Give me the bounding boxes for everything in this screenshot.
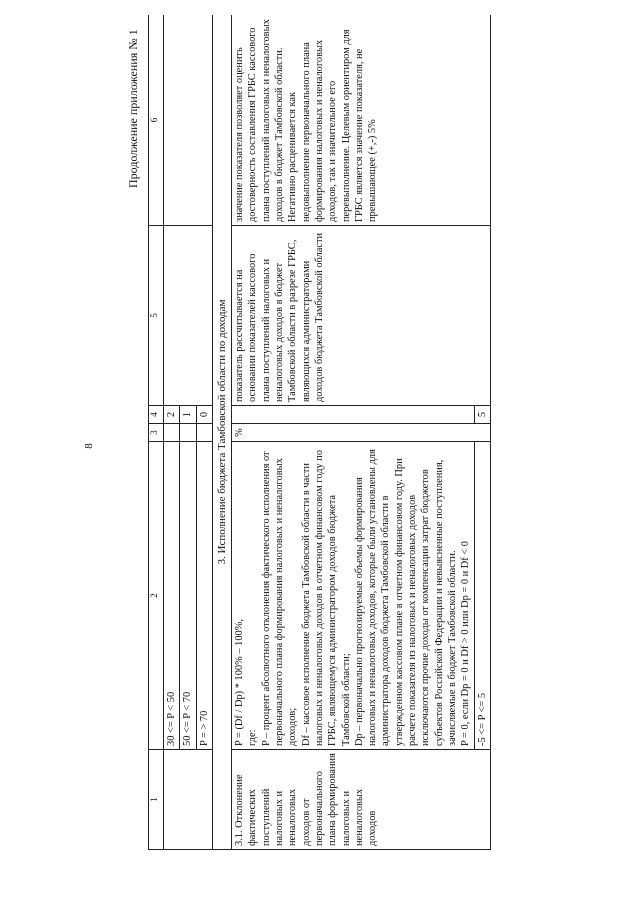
comment-cell: значение показателя позволяет оценить достоверность составления ГРБС кассового плана поступлений налоговых и неналоговых доходов в бюджет Тамбовской области. Негативно расценивается как недовыполнение первоначального плана формирования налоговых и неналоговых доходов, так и значительное его перевыполнение. Целевым ориентиром для ГРБС является значение показателя, не превышающее (+,-) 5%	[232, 15, 491, 226]
condition-cell: 30 <= P < 50	[164, 442, 180, 750]
formula-cell	[232, 442, 475, 750]
description-cell: показатель рассчитывается на основании показателей кассового плана поступлений налоговых и неналоговых доходов в бюджет Тамбовской области в разрезе ГРБС, являющихся администраторами доходов бюджета Тамбовской области	[232, 226, 491, 406]
empty-cell	[232, 406, 475, 424]
column-number: 4	[149, 406, 164, 424]
score-cell: 1	[180, 406, 196, 424]
formula-line: P = (Df / Dp) * 100% – 100%,	[234, 619, 246, 746]
column-number: 3	[149, 424, 164, 442]
indicator-name: 3.1. Отклонение фактических поступлений налоговых и неналоговых доходов от первоначального плана формирования налоговых и неналоговых доходов	[232, 750, 491, 850]
empty-cell	[164, 15, 213, 226]
unit-cell: %	[232, 424, 491, 442]
condition-cell: -5 <= P <= 5	[474, 442, 490, 750]
score-cell: 0	[196, 406, 212, 424]
empty-cell	[164, 226, 213, 406]
indicator-table	[148, 15, 491, 850]
score-cell: 5	[474, 406, 490, 424]
condition-cell: P = > 70	[196, 442, 212, 750]
empty-cell	[180, 424, 196, 442]
column-number: 1	[149, 750, 164, 850]
page-number: 8	[82, 443, 95, 449]
section-title: 3. Исполнение бюджета Тамбовской области по доходам	[212, 15, 231, 850]
condition-cell: 50 <= P < 70	[180, 442, 196, 750]
rotated-table-block	[148, 15, 600, 850]
section-row	[212, 15, 231, 850]
table-row	[164, 15, 180, 850]
table-rotator	[148, 15, 600, 850]
formula-line: Df – кассовое исполнение бюджета Тамбовской области в части налоговых и неналоговых доходов в отчетном финансовом году по ГРБС, являющемуся администратором доходов бюджета Тамбовской области;	[300, 449, 352, 746]
formula-line: Dp – первоначально прогнозируемые объемы формирования налоговых и неналоговых доходов, которые были установлены для администратора доходов бюджета Тамбовской области в утвержденном кассовом плане в отчетном финансовом году. При расчете показателя из налоговых и неналоговых доходов исключаются прочие доходы от компенсации затрат бюджетов субъектов Российской Федерации и невыясненные поступления, зачисляемые в бюджет Тамбовской области.	[353, 449, 459, 746]
formula-line: где:	[247, 729, 259, 746]
score-cell: 2	[164, 406, 180, 424]
empty-cell	[164, 424, 180, 442]
empty-cell	[196, 424, 212, 442]
formula-line: P = 0, если Dp = 0 и Df > 0 или Dp = 0 и Df < 0	[460, 540, 472, 746]
column-number: 6	[149, 15, 164, 226]
column-number: 5	[149, 226, 164, 406]
indicator-row	[232, 15, 475, 850]
column-number: 2	[149, 442, 164, 750]
appendix-title: Продолжение приложения № 1	[126, 29, 140, 188]
formula-line: P – процент абсолютного отклонения фактического исполнения от первоначального плана формирования налоговых и неналоговых доходов;	[260, 451, 299, 746]
column-number-row	[149, 15, 164, 850]
empty-cell	[164, 750, 213, 850]
